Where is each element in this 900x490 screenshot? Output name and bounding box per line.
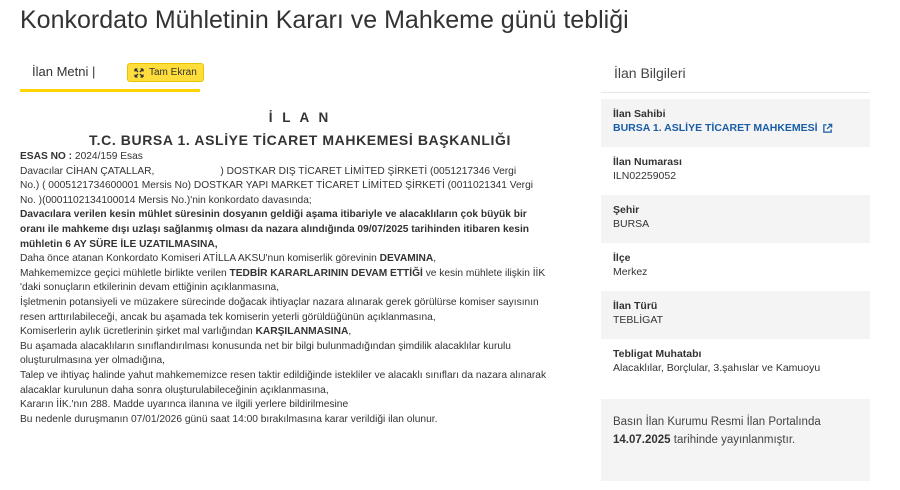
text-segment: TEDBİR KARARLARININ DEVAM ETTİĞİ: [229, 267, 423, 279]
text-line: [20, 238, 580, 253]
text-line: Kararın İİK.'nın 288. Madde uyarınca ilanına ve ilgili yerlere bildirilmesine: [20, 399, 349, 411]
active-tab-indicator: [20, 89, 200, 92]
text-segment: Davacılara verilen kesin mühlet süresinin dosyanın geldiği aşama itibariyle ve alacaklıların çok büyük bir: [20, 209, 527, 221]
publication-date: 14.07.2025: [613, 434, 671, 446]
page-title: Konkordato Mühletinin Kararı ve Mahkeme günü tebliği: [20, 6, 629, 34]
fullscreen-button[interactable]: [127, 63, 204, 82]
info-number: [601, 147, 870, 195]
case-number-value: 2024/159 Esas: [74, 151, 143, 162]
text-line: Bu aşamada alacaklıların sınıflandırılması konusunda net bir bilgi bulunmadığından şimdilik alacaklılar kurulu: [20, 340, 511, 352]
info-label: Şehir: [613, 204, 640, 216]
fullscreen-label: Tam Ekran: [149, 67, 197, 78]
text-line: resen arttırılabileceği, ancak bu aşamada tek komiserin yeterli görüldüğünün açıklanmasına,: [20, 311, 436, 323]
text-segment: ve kesin mühlete ilişkin İİK: [422, 267, 546, 279]
info-value: Merkez: [613, 266, 648, 278]
text-segment: DEVAMINA: [379, 253, 434, 265]
info-label: İlan Sahibi: [613, 108, 666, 120]
text-line: No.) ( 0005121734600001 Mersis No) DOSTKAR YAPI MARKET TİCARET LİMİTED ŞİRKETİ (0011021341 Vergi: [20, 180, 533, 192]
text-line: İşletmenin potansiyeli ve müzakere sürecinde doğacak ihtiyaçlar nazara alınarak gerek görülürse komiser sayısının: [20, 296, 539, 308]
text-segment: KARŞILANMASINA: [255, 326, 349, 338]
text-segment: ) DOSTKAR DIŞ TİCARET LİMİTED ŞİRKETİ (0051217346 Vergi: [220, 165, 517, 177]
info-value: BURSA: [613, 218, 650, 230]
text-line: [20, 208, 580, 223]
court-name: T.C. BURSA 1. ASLİYE TİCARET MAHKEMESİ BAŞKANLIĞI: [89, 132, 511, 148]
text-segment: mühletin 6 AY SÜRE İLE UZATILMASINA,: [20, 238, 218, 250]
text-line: 'daki sonuçların etkilerinin devam ettiğinin açıklanmasına,: [20, 282, 280, 294]
info-list: [601, 99, 870, 401]
info-label: İlan Türü: [613, 300, 658, 312]
case-number-label: ESAS NO :: [20, 151, 73, 162]
info-value: ILN02259052: [613, 170, 677, 182]
text-line: [20, 325, 580, 340]
text-line: [20, 252, 580, 267]
text-line: [20, 267, 580, 282]
publication-note-suffix: tarihinde yayınlanmıştır.: [673, 434, 796, 446]
text-segment: Davacılar CİHAN ÇATALLAR,: [20, 165, 155, 177]
text-line: oluşturulmasına yer olmadığına,: [20, 355, 165, 367]
info-label: Tebligat Muhatabı: [613, 348, 702, 360]
text-segment: Komiserlerin aylık ücretlerinin şirket mal varlığından: [20, 326, 256, 338]
expand-icon: [134, 68, 144, 78]
text-line: Bu nedenle duruşmanın 07/01/2026 günü saat 14:00 bırakılmasına karar verildiği ilan olunur.: [20, 413, 438, 425]
publication-note-text: Basın İlan Kurumu Resmi İlan Portalında: [613, 416, 821, 428]
text-line: [20, 223, 580, 238]
content-tabs: [20, 58, 200, 92]
text-segment: ,: [433, 253, 437, 265]
external-link-icon: [822, 123, 833, 134]
info-label: İlan Numarası: [613, 156, 682, 168]
text-segment: ,: [348, 326, 352, 338]
text-segment: oranı ile mahkeme dışı uzlaşı sağlanmış olması da nazara alındığında 09/07/2025 tarihinden itibaren kesin: [20, 223, 530, 235]
info-city: [601, 195, 870, 243]
case-number: [20, 150, 580, 165]
sidebar-title: İlan Bilgileri: [614, 65, 686, 81]
text-line: No. )(0001102134100014 Mersis No.)'nin konkordato davasında;: [20, 194, 312, 206]
info-type: [601, 291, 870, 339]
text-segment: Daha önce atanan Konkordato Komiseri ATİLLA AKSU'nun komiserlik görevinin: [20, 253, 380, 265]
announcement-text: [20, 110, 580, 427]
info-owner: [601, 99, 870, 147]
info-district: [601, 243, 870, 291]
info-value: TEBLİGAT: [613, 314, 663, 326]
info-value: Alacaklılar, Borçlular, 3.şahıslar ve Kamuoyu: [613, 362, 821, 374]
owner-link[interactable]: [613, 121, 858, 136]
text-line: alacaklar kurulunun daha sonra oluşturulabileceğinin açıklanmasına,: [20, 384, 329, 396]
info-recipient: [601, 339, 870, 401]
divider: [601, 92, 870, 93]
text-line: [20, 165, 580, 180]
text-line: Talep ve ihtiyaç halinde yahut mahkememizce resen taktir edildiğinde istekliler ve alacaklı sınıfları da nazara alınarak: [20, 369, 547, 381]
text-segment: Mahkememizce geçici mühletle birlikte verilen: [20, 267, 230, 279]
owner-link-text: BURSA 1. ASLİYE TİCARET MAHKEMESİ: [613, 122, 818, 134]
tab-ilan-metni[interactable]: İlan Metni |: [32, 64, 96, 79]
info-label: İlçe: [613, 252, 631, 264]
announcement-heading: İ L A N: [268, 110, 332, 125]
publication-note: [601, 399, 870, 481]
